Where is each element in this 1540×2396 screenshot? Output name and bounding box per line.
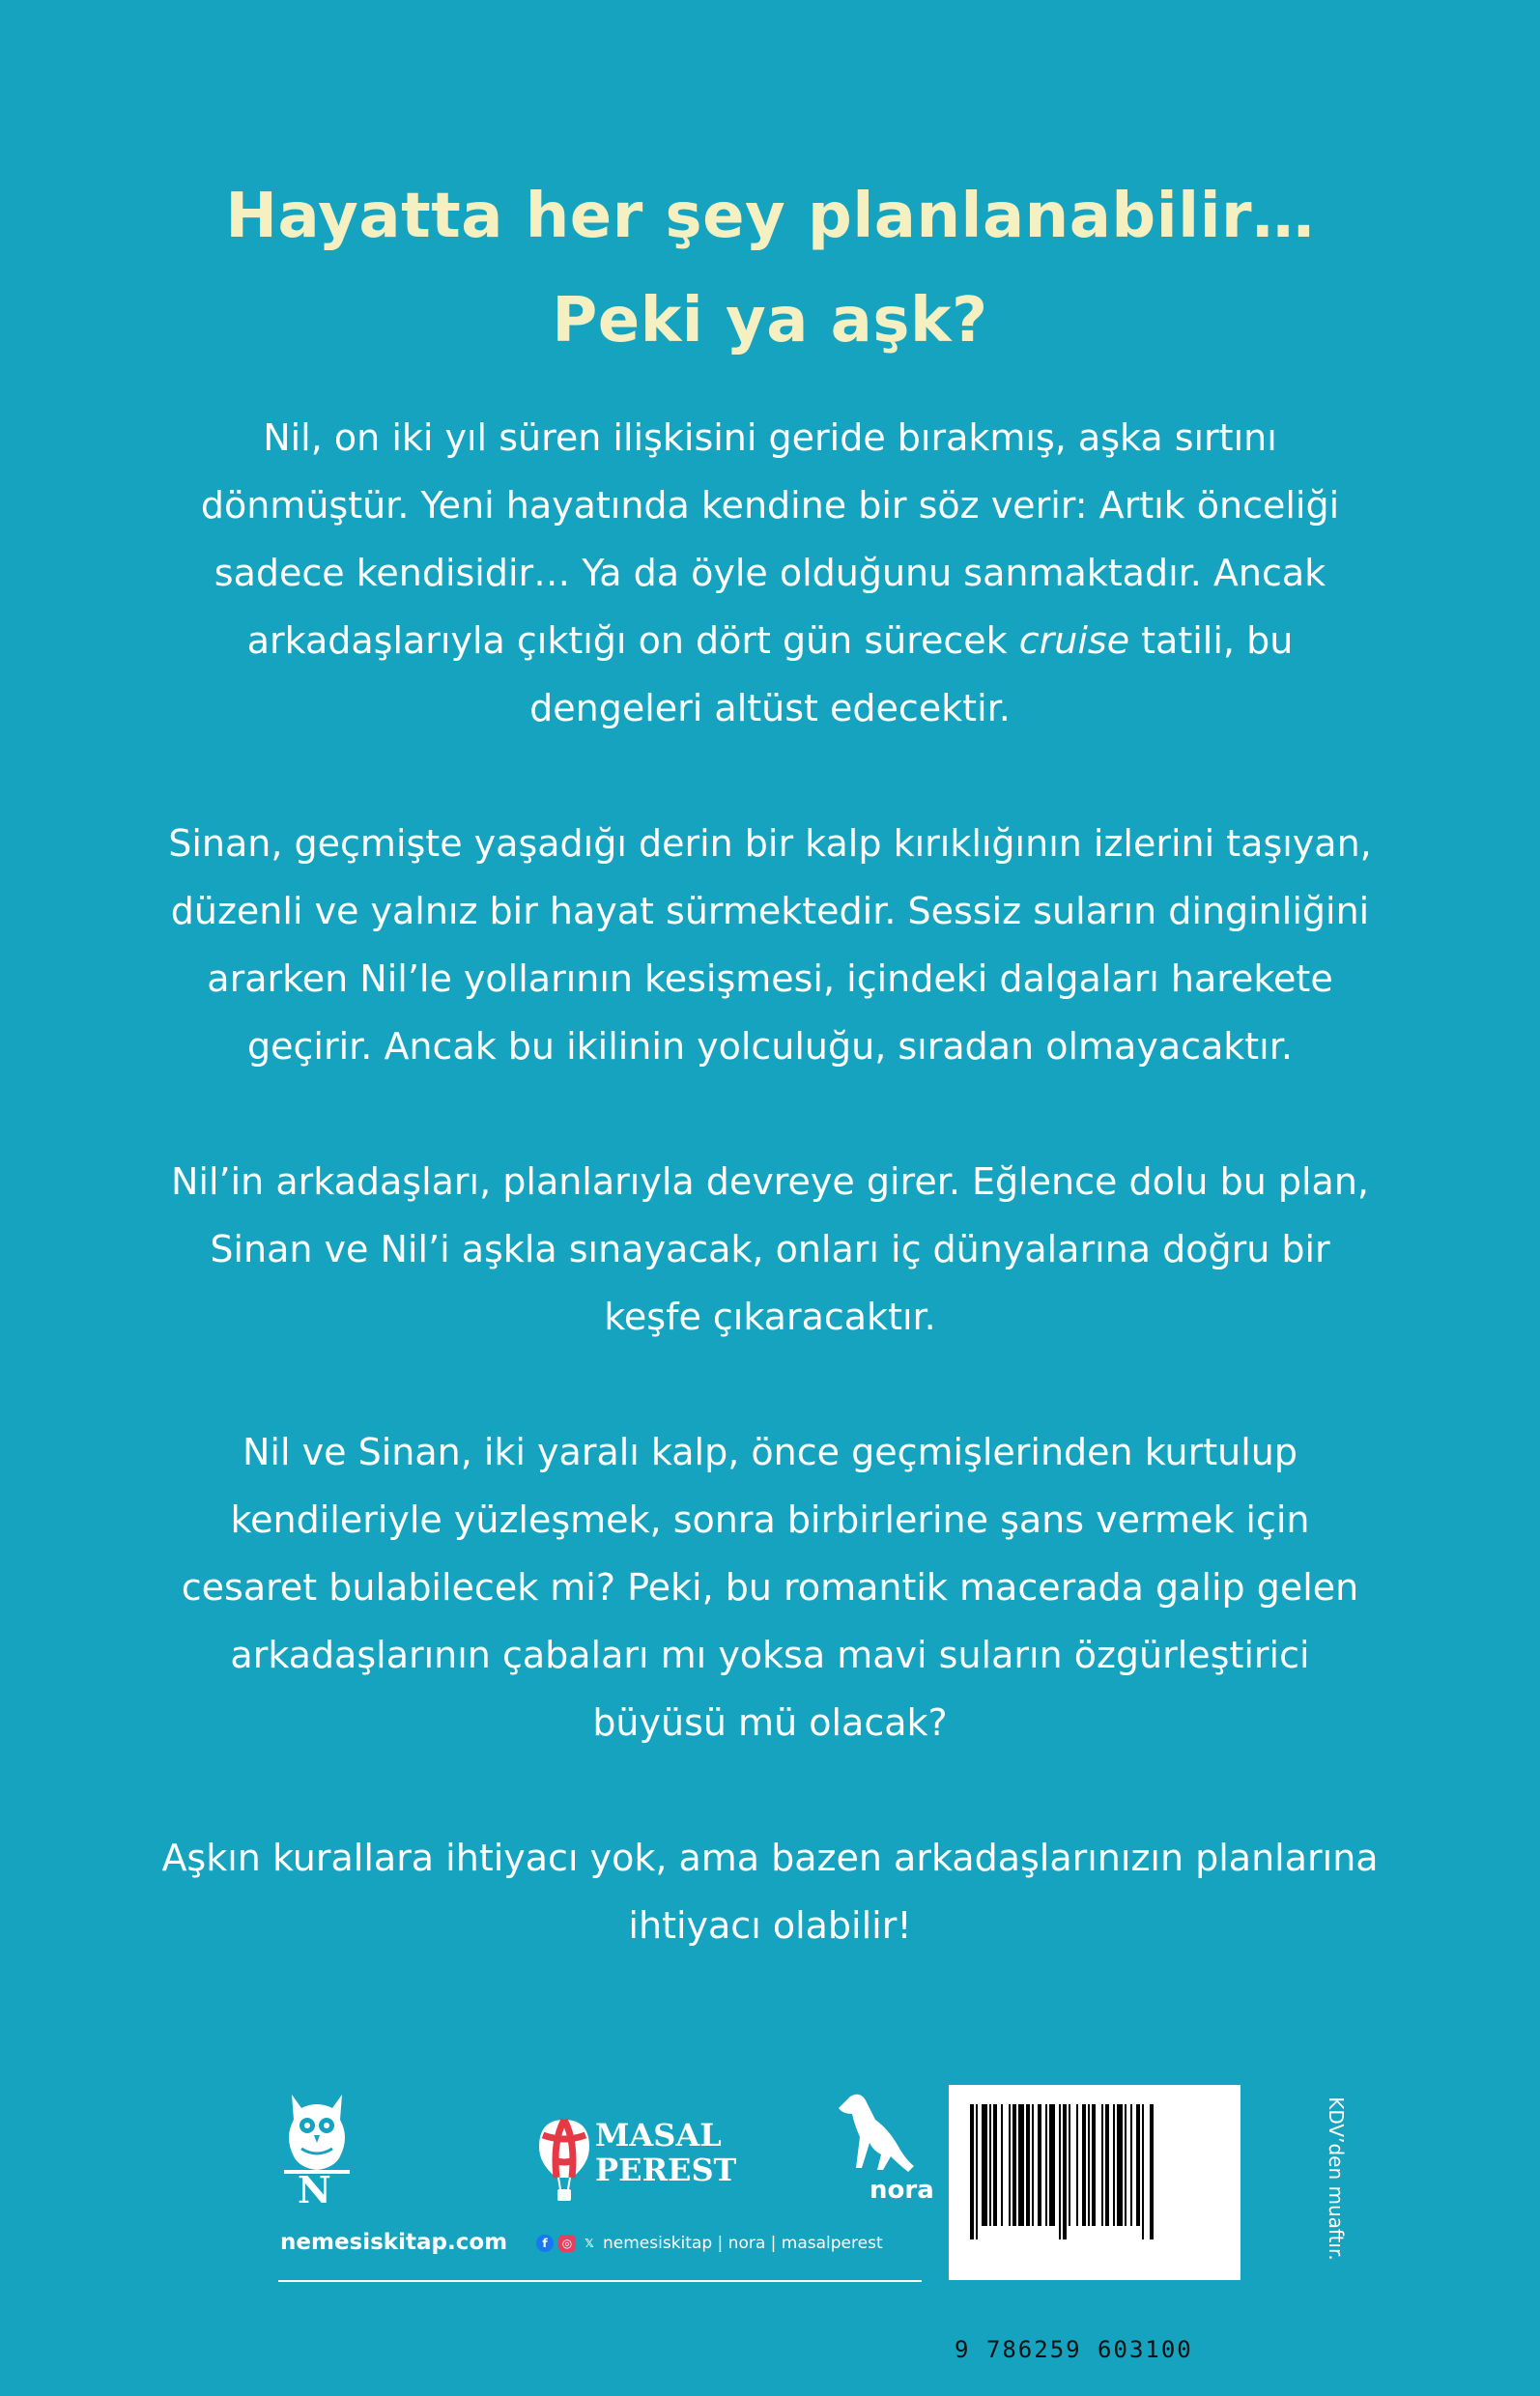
barcode-bar bbox=[1038, 2104, 1041, 2226]
paragraph-line: Nil ve Sinan, iki yaralı kalp, önce geçmişlerinden kurtulup bbox=[242, 1431, 1298, 1473]
barcode-bar bbox=[1117, 2104, 1123, 2226]
paragraph-line: geçirir. Ancak bu ikilinin yolculuğu, sıradan olmayacaktır. bbox=[247, 1025, 1293, 1068]
masal-perest-logo bbox=[537, 2118, 759, 2205]
nora-logo bbox=[831, 2087, 947, 2212]
barcode-bar bbox=[1150, 2104, 1154, 2239]
paragraph-5 bbox=[106, 1824, 1434, 1959]
footer-divider bbox=[278, 2280, 922, 2282]
paragraph-3 bbox=[106, 1148, 1434, 1351]
italic-word: cruise bbox=[1018, 619, 1130, 662]
paragraph-4 bbox=[106, 1418, 1434, 1756]
isbn-number: 9 786259 603100 bbox=[955, 2336, 1193, 2363]
publisher-logos bbox=[278, 2087, 934, 2211]
barcode-bar bbox=[1113, 2104, 1115, 2226]
barcode-bar bbox=[1018, 2104, 1024, 2226]
x-icon: 𝕏 bbox=[585, 2237, 594, 2250]
paragraph-line: kendileriyle yüzleşmek, sonra birbirlerine şans vermek için bbox=[230, 1498, 1310, 1541]
barcode-bar bbox=[1069, 2104, 1070, 2226]
masal-line-1: MASAL bbox=[595, 2117, 722, 2154]
paragraph-text: arkadaşlarıyla çıktığı on dört gün sürecek bbox=[246, 619, 1019, 662]
barcode-bar bbox=[1063, 2104, 1067, 2239]
barcode-bar bbox=[976, 2104, 978, 2239]
social-handles-text: nemesiskitap | nora | masalperest bbox=[603, 2234, 883, 2253]
nemesis-owl-logo bbox=[278, 2087, 356, 2211]
tax-exempt-note: KDV’den muaftır. bbox=[1325, 2096, 1348, 2261]
paragraph-line: ihtiyacı olabilir! bbox=[628, 1904, 912, 1947]
headline-line-2: Peki ya aşk? bbox=[552, 285, 988, 357]
social-handles bbox=[536, 2234, 883, 2253]
barcode-bar bbox=[1012, 2104, 1016, 2226]
barcode-bar bbox=[989, 2104, 991, 2226]
barcode-bar bbox=[993, 2104, 997, 2226]
paragraph-line: cesaret bulabilecek mi? Peki, bu romantik macerada galip gelen bbox=[181, 1566, 1359, 1609]
paragraph-line: Sinan ve Nil’i aşkla sınayacak, onları iç dünyalarına doğru bir bbox=[210, 1228, 1330, 1270]
paragraph-line: ararken Nil’le yollarının kesişmesi, içindeki dalgaları harekete bbox=[207, 957, 1333, 1000]
barcode-bar bbox=[1142, 2104, 1144, 2239]
instagram-icon: ◎ bbox=[558, 2235, 576, 2252]
paragraph-line: düzenli ve yalnız bir hayat sürmektedir. Sessiz suların dinginliğini bbox=[170, 890, 1370, 932]
facebook-icon: f bbox=[536, 2235, 554, 2252]
barcode-bar bbox=[1082, 2104, 1086, 2226]
barcode-bar bbox=[1136, 2104, 1140, 2226]
paragraph-text: tatili, bu bbox=[1129, 619, 1294, 662]
barcode-bar bbox=[1076, 2104, 1078, 2226]
barcode-bar bbox=[1009, 2104, 1011, 2226]
barcode-bars bbox=[949, 2085, 1241, 2239]
barcode-bar bbox=[1026, 2104, 1030, 2226]
masal-line-2: PEREST bbox=[595, 2152, 737, 2188]
barcode-bar bbox=[1001, 2104, 1003, 2226]
barcode-bar bbox=[1105, 2104, 1109, 2226]
paragraph-line: Aşkın kurallara ihtiyacı yok, ama bazen arkadaşlarınızın planlarına bbox=[161, 1837, 1379, 1879]
barcode-bar bbox=[1059, 2104, 1061, 2239]
publisher-mark: N bbox=[298, 2168, 331, 2211]
blurb bbox=[106, 404, 1434, 1959]
barcode-bar bbox=[1032, 2104, 1034, 2226]
paragraph-line: dönmüştür. Yeni hayatında kendine bir söz verir: Artık önceliği bbox=[200, 484, 1340, 527]
headline bbox=[0, 164, 1540, 373]
headline-line-1: Hayatta her şey planlanabilir… bbox=[225, 181, 1315, 252]
paragraph-line: arkadaşlarının çabaları mı yoksa mavi suların özgürleştirici bbox=[230, 1634, 1310, 1676]
paragraph-line: Nil, on iki yıl süren ilişkisini geride bırakmış, aşka sırtını bbox=[263, 416, 1277, 459]
paragraph-line: büyüsü mü olacak? bbox=[592, 1701, 948, 1744]
paragraph-2 bbox=[106, 810, 1434, 1080]
nora-wordmark: nora bbox=[870, 2176, 934, 2205]
barcode-bar bbox=[970, 2104, 974, 2239]
barcode-bar bbox=[1045, 2104, 1047, 2226]
barcode-bar bbox=[1101, 2104, 1103, 2226]
barcode-bar bbox=[1049, 2104, 1055, 2226]
paragraph-line bbox=[106, 607, 1434, 674]
paragraph-line: Sinan, geçmişte yaşadığı derin bir kalp kırıklığının izlerini taşıyan, bbox=[168, 822, 1372, 865]
barcode-bar bbox=[1088, 2104, 1090, 2226]
masal-perest-wordmark bbox=[595, 2118, 736, 2187]
paragraph-line: sadece kendisidir… Ya da öyle olduğunu sanmaktadır. Ancak bbox=[214, 552, 1326, 594]
website-link[interactable]: nemesiskitap.com bbox=[280, 2230, 508, 2255]
paragraph-line: keşfe çıkaracaktır. bbox=[604, 1296, 936, 1338]
paragraph-line: Nil’in arkadaşları, planlarıyla devreye girer. Eğlence dolu bu plan, bbox=[171, 1160, 1369, 1203]
barcode-bar bbox=[1130, 2104, 1132, 2226]
isbn-barcode bbox=[949, 2085, 1241, 2280]
paragraph-line: dengeleri altüst edecektir. bbox=[529, 687, 1011, 729]
paragraph-1 bbox=[106, 404, 1434, 742]
barcode-bar bbox=[982, 2104, 987, 2226]
barcode-bar bbox=[1125, 2104, 1126, 2226]
barcode-bar bbox=[1092, 2104, 1096, 2226]
